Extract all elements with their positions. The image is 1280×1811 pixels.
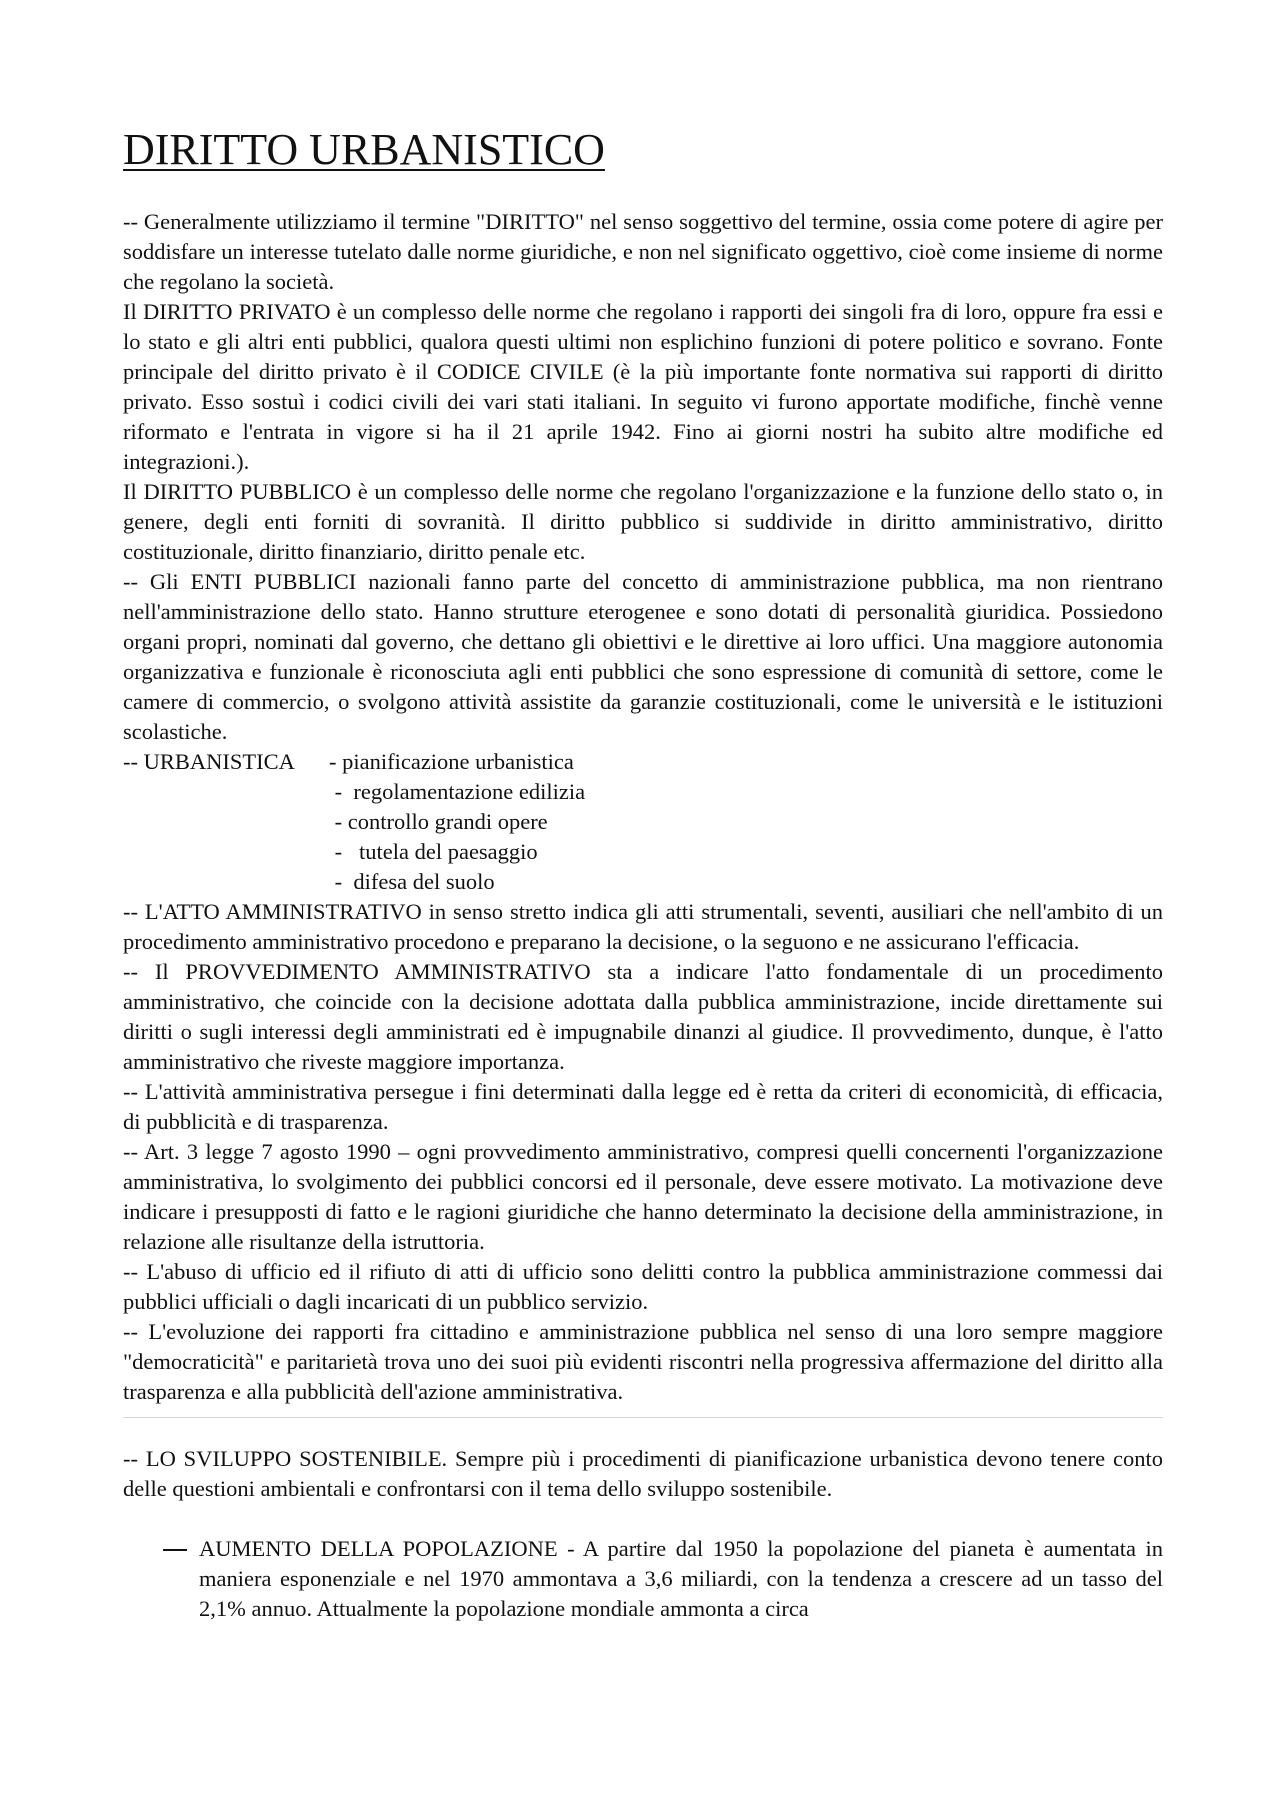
paragraph-atto-amministrativo: -- L'ATTO AMMINISTRATIVO in senso stretto indica gli atti strumentali, seventi, ausiliari che nell'ambito di un procedimento amministrativo procedono e preparano la decisione, o la seguono e ne assicurano l'efficacia. <box>123 899 1163 954</box>
paragraph-diritto-intro: -- Generalmente utilizziamo il termine "DIRITTO" nel senso soggettivo del termine, ossia come potere di agire per soddisfare un interesse tutelato dalle norme giuridiche, e non nel significato oggettivo, cioè come insieme di norme che regolano la società. <box>123 209 1163 294</box>
bullet-item-popolazione <box>123 1534 1163 1624</box>
list-item <box>123 777 1163 807</box>
paragraph-sviluppo-sostenibile: -- LO SVILUPPO SOSTENIBILE. Sempre più i procedimenti di pianificazione urbanistica devono tenere conto delle questioni ambientali e confrontarsi con il tema dello sviluppo sostenibile. <box>123 1446 1163 1501</box>
document-title: DIRITTO URBANISTICO <box>123 125 605 174</box>
urbanistica-list <box>123 747 1163 897</box>
urbanistica-item: - difesa del suolo <box>329 869 495 894</box>
paragraph-attivita: -- L'attività amministrativa persegue i fini determinati dalla legge ed è retta da criteri di economicità, di efficacia, di pubblicità e di trasparenza. <box>123 1079 1163 1134</box>
urbanistica-item: - pianificazione urbanistica <box>329 749 574 774</box>
document-body <box>123 207 1163 1624</box>
list-item <box>123 807 1163 837</box>
paragraph-provvedimento: -- Il PROVVEDIMENTO AMMINISTRATIVO sta a indicare l'atto fondamentale di un procedimento amministrativo, che coincide con la decisione adottata dalla pubblica amministrazione, incide direttamente sui diritti o sugli interessi degli amministrati ed è impugnabile dinanzi al giudice. Il provvedimento, dunque, è l'atto amministrativo che riveste maggiore importanza. <box>123 959 1163 1074</box>
paragraph-diritto-pubblico: Il DIRITTO PUBBLICO è un complesso delle norme che regolano l'organizzazione e la funzione dello stato o, in genere, degli enti forniti di sovranità. Il diritto pubblico si suddivide in diritto amministrativo, diritto costituzionale, diritto finanziario, diritto penale etc. <box>123 479 1163 564</box>
list-item <box>123 867 1163 897</box>
paragraph-abuso-ufficio: -- L'abuso di ufficio ed il rifiuto di atti di ufficio sono delitti contro la pubblica amministrazione commessi dai pubblici ufficiali o dagli incaricati di un pubblico servizio. <box>123 1259 1163 1314</box>
paragraph-evoluzione: -- L'evoluzione dei rapporti fra cittadino e amministrazione pubblica nel senso di una loro sempre maggiore "democraticità" e paritarietà trova uno dei suoi più evidenti riscontri nella progressiva affermazione del diritto alla trasparenza e alla pubblicità dell'azione amministrativa. <box>123 1319 1163 1404</box>
paragraph-diritto-privato: Il DIRITTO PRIVATO è un complesso delle norme che regolano i rapporti dei singoli fra di loro, oppure fra essi e lo stato e gli altri enti pubblici, qualora questi ultimi non esplichino funzioni di potere politico e sovrano. Fonte principale del diritto privato è il CODICE CIVILE (è la più importante fonte normativa sui rapporti di diritto privato. Esso sostuì i codici civili dei vari stati italiani. In seguito vi furono apportate modifiche, finchè venne riformato e l'entrata in vigore si ha il 21 aprile 1942. Fino ai giorni nostri ha subito altre modifiche ed integrazioni.). <box>123 299 1163 474</box>
urbanistica-item: - tutela del paesaggio <box>329 839 538 864</box>
list-item <box>123 837 1163 867</box>
paragraph-art3: -- Art. 3 legge 7 agosto 1990 – ogni provvedimento amministrativo, compresi quelli concernenti l'organizzazione amministrativa, lo svolgimento dei pubblici concorsi ed il personale, deve essere motivato. La motivazione deve indicare i presupposti di fatto e le ragioni giuridiche che hanno determinato la decisione della amministrazione, in relazione alle risultanze della istruttoria. <box>123 1139 1163 1254</box>
urbanistica-item: - regolamentazione edilizia <box>329 779 586 804</box>
urbanistica-item: - controllo grandi opere <box>329 809 548 834</box>
urbanistica-label: -- URBANISTICA <box>123 749 295 774</box>
paragraph-enti-pubblici: -- Gli ENTI PUBBLICI nazionali fanno parte del concetto di amministrazione pubblica, ma non rientrano nell'amministrazione dello stato. Hanno strutture eterogenee e sono dotati di personalità giuridica. Possiedono organi propri, nominati dal governo, che dettano gli obiettivi e le direttive ai loro uffici. Una maggiore autonomia organizzativa e funzionale è riconosciuta agli enti pubblici che sono espressione di comunità di settore, come le camere di commercio, o svolgono attività assistite da garanzie costituzionali, come le università e le istituzioni scolastiche. <box>123 569 1163 744</box>
bullet-text: AUMENTO DELLA POPOLAZIONE - A partire dal 1950 la popolazione del pianeta è aumentata in maniera esponenziale e nel 1970 ammontava a 3,6 miliardi, con la tendenza a crescere ad un tasso del 2,1% annuo. Attualmente la popolazione mondiale ammonta a circa <box>199 1536 1163 1621</box>
dash-bullet-icon <box>123 1534 199 1624</box>
section-divider <box>123 1417 1163 1418</box>
list-item <box>123 747 1163 777</box>
